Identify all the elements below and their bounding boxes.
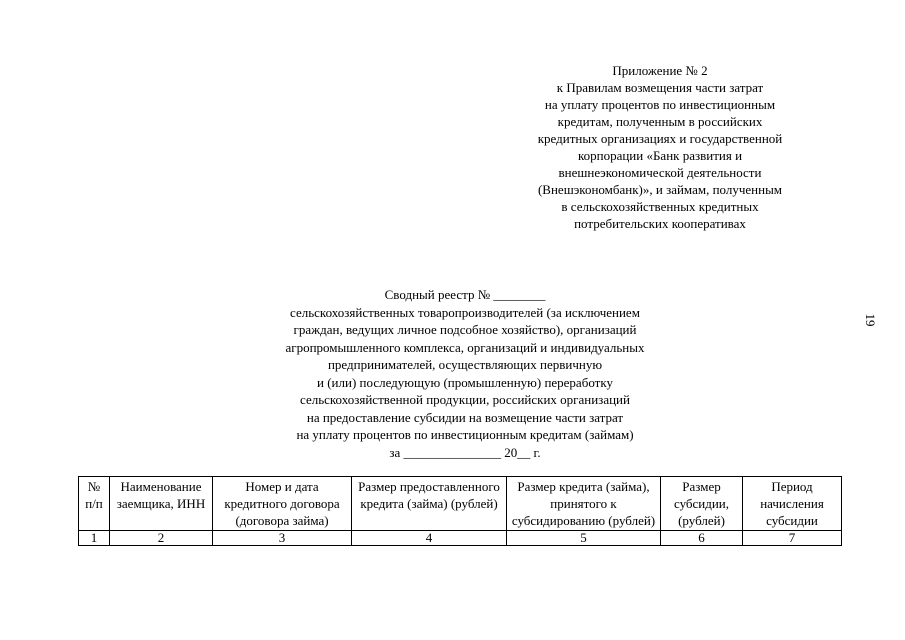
registry-line: на предоставление субсидии на возмещение части затрат bbox=[306, 409, 624, 425]
column-header: Номер и дата кредитного договора (договора займа) bbox=[213, 477, 352, 531]
appendix-line: (Внешэкономбанк)», и займам, полученным bbox=[537, 182, 783, 197]
column-number: 5 bbox=[507, 531, 661, 546]
column-header: Период начисления субсидии bbox=[743, 477, 842, 531]
column-number-row bbox=[79, 531, 842, 546]
column-number: 1 bbox=[79, 531, 110, 546]
table-header-row bbox=[79, 477, 842, 531]
column-number: 7 bbox=[743, 531, 842, 546]
registry-line: граждан, ведущих личное подсобное хозяйство), организаций bbox=[293, 322, 637, 337]
appendix-line: Приложение № 2 bbox=[612, 63, 708, 78]
appendix-line: в сельскохозяйственных кредитных bbox=[561, 199, 759, 214]
column-number: 4 bbox=[352, 531, 507, 546]
registry-heading bbox=[235, 286, 695, 461]
column-header: № п/п bbox=[79, 477, 110, 531]
page-number: 19 bbox=[863, 313, 878, 327]
column-header: Размер предоставленного кредита (займа) (рублей) bbox=[352, 477, 507, 531]
appendix-line: кредитных организациях и государственной bbox=[537, 131, 783, 146]
appendix-line: потребительских кооперативах bbox=[574, 216, 746, 231]
registry-line: за _______________ 20__ г. bbox=[389, 444, 541, 460]
column-number: 3 bbox=[213, 531, 352, 546]
appendix-line: кредитам, полученным в российских bbox=[557, 114, 763, 129]
registry-table bbox=[78, 476, 842, 546]
column-number: 6 bbox=[661, 531, 743, 546]
appendix-line: корпорации «Банк развития и bbox=[577, 148, 743, 163]
column-number: 2 bbox=[110, 531, 213, 546]
registry-title: Сводный реестр № ________ bbox=[384, 287, 546, 302]
registry-line: и (или) последующую (промышленную) переработку bbox=[317, 374, 613, 390]
registry-line: сельскохозяйственной продукции, российских организаций bbox=[300, 392, 630, 407]
column-header: Наименование заемщика, ИНН bbox=[110, 477, 213, 531]
column-header: Размер субсидии, (рублей) bbox=[661, 477, 743, 531]
appendix-line: внешнеэкономической деятельности bbox=[558, 165, 762, 180]
appendix-line: к Правилам возмещения части затрат bbox=[556, 80, 764, 95]
column-header: Размер кредита (займа), принятого к субсидированию (рублей) bbox=[507, 477, 661, 531]
registry-line: на уплату процентов по инвестиционным кредитам (займам) bbox=[296, 427, 634, 442]
registry-line: сельскохозяйственных товаропроизводителей (за исключением bbox=[290, 304, 640, 320]
appendix-header bbox=[505, 62, 815, 232]
appendix-line: на уплату процентов по инвестиционным bbox=[544, 97, 776, 112]
registry-line: предпринимателей, осуществляющих первичную bbox=[327, 357, 603, 372]
registry-line: агропромышленного комплекса, организаций и индивидуальных bbox=[285, 339, 645, 355]
